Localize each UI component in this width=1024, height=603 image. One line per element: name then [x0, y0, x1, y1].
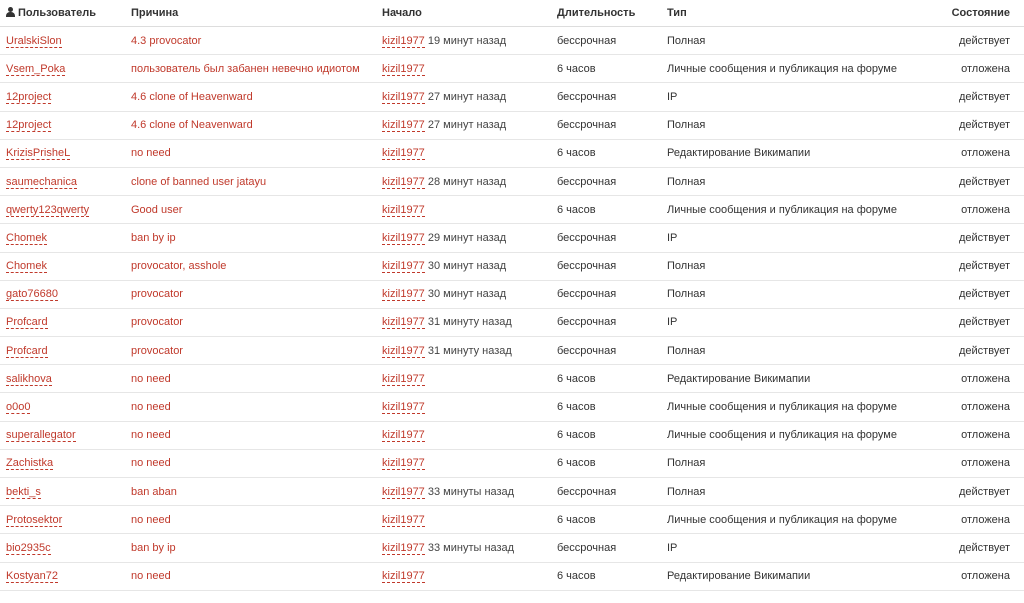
user-link[interactable]: Kostyan72 — [6, 570, 58, 583]
cell-type: Редактирование Викимапии — [661, 562, 944, 590]
cell-type: IP — [661, 308, 944, 336]
cell-duration: 6 часов — [551, 196, 661, 224]
column-header-status[interactable]: Состояние — [944, 0, 1024, 27]
cell-user — [0, 337, 125, 365]
table-row — [0, 224, 1024, 252]
user-link[interactable]: Profcard — [6, 316, 48, 329]
starter-link[interactable]: kizil1977 — [382, 457, 425, 470]
cell-status: отложена — [944, 562, 1024, 590]
cell-status: отложена — [944, 196, 1024, 224]
starter-link[interactable]: kizil1977 — [382, 316, 425, 329]
table-row — [0, 506, 1024, 534]
cell-type: IP — [661, 534, 944, 562]
column-header-type[interactable]: Тип — [661, 0, 944, 27]
start-time-ago: 27 минут назад — [427, 90, 507, 103]
start-time-ago: 19 минут назад — [427, 34, 507, 47]
table-row — [0, 365, 1024, 393]
cell-duration: бессрочная — [551, 252, 661, 280]
cell-reason: ban by ip — [125, 534, 376, 562]
cell-duration: бессрочная — [551, 167, 661, 195]
cell-start — [376, 280, 551, 308]
column-header-user-label: Пользователь — [18, 7, 97, 19]
cell-start — [376, 83, 551, 111]
cell-duration: бессрочная — [551, 534, 661, 562]
cell-duration: 6 часов — [551, 139, 661, 167]
cell-reason: Good user — [125, 196, 376, 224]
cell-start — [376, 534, 551, 562]
table-header-row — [0, 0, 1024, 27]
starter-link[interactable]: kizil1977 — [382, 90, 425, 103]
cell-user — [0, 534, 125, 562]
user-link[interactable]: 12project — [6, 119, 52, 132]
starter-link[interactable]: kizil1977 — [382, 203, 425, 216]
start-time-ago: 33 минуты назад — [427, 541, 515, 554]
starter-link[interactable]: kizil1977 — [382, 62, 425, 75]
cell-user — [0, 393, 125, 421]
cell-reason: пользователь был забанен невечно идиотом — [125, 55, 376, 83]
cell-duration: бессрочная — [551, 27, 661, 55]
cell-user — [0, 365, 125, 393]
cell-type: Личные сообщения и публикация на форуме — [661, 196, 944, 224]
cell-status: действует — [944, 280, 1024, 308]
start-time-ago: 27 минут назад — [427, 119, 507, 132]
cell-start — [376, 252, 551, 280]
start-time-ago: 31 минуту назад — [427, 316, 512, 329]
cell-reason: no need — [125, 449, 376, 477]
cell-reason: provocator — [125, 337, 376, 365]
cell-duration: 6 часов — [551, 506, 661, 534]
cell-start — [376, 393, 551, 421]
cell-status: действует — [944, 337, 1024, 365]
cell-user — [0, 449, 125, 477]
cell-status: действует — [944, 27, 1024, 55]
starter-link[interactable]: kizil1977 — [382, 485, 425, 498]
cell-reason: no need — [125, 365, 376, 393]
cell-type: Редактирование Викимапии — [661, 365, 944, 393]
starter-link[interactable]: kizil1977 — [382, 175, 425, 188]
starter-link[interactable]: kizil1977 — [382, 513, 425, 526]
cell-reason: provocator — [125, 280, 376, 308]
column-header-start[interactable]: Начало — [376, 0, 551, 27]
starter-link[interactable]: kizil1977 — [382, 288, 425, 301]
cell-reason: no need — [125, 393, 376, 421]
cell-duration: 6 часов — [551, 55, 661, 83]
cell-start — [376, 196, 551, 224]
cell-status: действует — [944, 224, 1024, 252]
cell-user — [0, 55, 125, 83]
cell-start — [376, 27, 551, 55]
cell-status: действует — [944, 308, 1024, 336]
cell-user — [0, 196, 125, 224]
cell-duration: бессрочная — [551, 111, 661, 139]
table-row — [0, 196, 1024, 224]
user-link[interactable]: bekti_s — [6, 485, 41, 498]
user-link[interactable]: o0o0 — [6, 401, 31, 414]
table-row — [0, 337, 1024, 365]
table-row — [0, 252, 1024, 280]
user-link[interactable]: Profcard — [6, 344, 48, 357]
cell-reason: ban aban — [125, 478, 376, 506]
cell-status: отложена — [944, 393, 1024, 421]
cell-start — [376, 111, 551, 139]
cell-status: отложена — [944, 55, 1024, 83]
starter-link[interactable]: kizil1977 — [382, 372, 425, 385]
start-time-ago: 30 минут назад — [427, 288, 507, 301]
cell-start — [376, 506, 551, 534]
cell-duration: бессрочная — [551, 337, 661, 365]
cell-user — [0, 478, 125, 506]
cell-reason: ban by ip — [125, 224, 376, 252]
cell-reason: no need — [125, 506, 376, 534]
cell-reason: provocator — [125, 308, 376, 336]
user-link[interactable]: gato76680 — [6, 288, 58, 301]
table-body — [0, 27, 1024, 591]
table-row — [0, 280, 1024, 308]
cell-duration: бессрочная — [551, 83, 661, 111]
starter-link[interactable]: kizil1977 — [382, 34, 425, 47]
table-row — [0, 83, 1024, 111]
starter-link[interactable]: kizil1977 — [382, 119, 425, 132]
cell-reason: 4.6 clone of Heavenward — [125, 83, 376, 111]
table-row — [0, 111, 1024, 139]
start-time-ago: 28 минут назад — [427, 175, 507, 188]
table-row — [0, 449, 1024, 477]
cell-reason: no need — [125, 139, 376, 167]
cell-status: отложена — [944, 139, 1024, 167]
user-link[interactable]: Chomek — [6, 260, 47, 273]
column-header-duration[interactable]: Длительность — [551, 0, 661, 27]
cell-status: действует — [944, 83, 1024, 111]
cell-reason: no need — [125, 421, 376, 449]
cell-user — [0, 27, 125, 55]
cell-type: IP — [661, 83, 944, 111]
table-row — [0, 393, 1024, 421]
user-link[interactable]: bio2935c — [6, 541, 51, 554]
cell-user — [0, 167, 125, 195]
cell-type: Личные сообщения и публикация на форуме — [661, 421, 944, 449]
user-link[interactable]: 12project — [6, 90, 52, 103]
user-link[interactable]: Chomek — [6, 231, 47, 244]
cell-duration: 6 часов — [551, 393, 661, 421]
starter-link[interactable]: kizil1977 — [382, 401, 425, 414]
cell-reason: 4.6 clone of Neavenward — [125, 111, 376, 139]
starter-link[interactable]: kizil1977 — [382, 570, 425, 583]
table-row — [0, 562, 1024, 590]
cell-status: действует — [944, 252, 1024, 280]
cell-type: Полная — [661, 252, 944, 280]
cell-type: Личные сообщения и публикация на форуме — [661, 55, 944, 83]
cell-reason: clone of banned user jatayu — [125, 167, 376, 195]
cell-status: отложена — [944, 449, 1024, 477]
table-row — [0, 167, 1024, 195]
cell-duration: бессрочная — [551, 308, 661, 336]
cell-user — [0, 139, 125, 167]
cell-duration: бессрочная — [551, 280, 661, 308]
cell-duration: 6 часов — [551, 421, 661, 449]
cell-status: действует — [944, 534, 1024, 562]
cell-duration: 6 часов — [551, 562, 661, 590]
starter-link[interactable]: kizil1977 — [382, 429, 425, 442]
cell-user — [0, 252, 125, 280]
cell-reason: provocator, asshole — [125, 252, 376, 280]
cell-type: Полная — [661, 478, 944, 506]
cell-user — [0, 562, 125, 590]
cell-start — [376, 55, 551, 83]
cell-type: Личные сообщения и публикация на форуме — [661, 506, 944, 534]
user-link[interactable]: KrizisPrisheL — [6, 147, 71, 160]
user-icon — [6, 7, 15, 17]
cell-reason: no need — [125, 562, 376, 590]
user-link[interactable]: qwerty123qwerty — [6, 203, 90, 216]
starter-link[interactable]: kizil1977 — [382, 541, 425, 554]
column-header-user[interactable] — [0, 0, 125, 27]
table-row — [0, 27, 1024, 55]
cell-type: Полная — [661, 337, 944, 365]
cell-start — [376, 562, 551, 590]
starter-link[interactable]: kizil1977 — [382, 147, 425, 160]
cell-start — [376, 308, 551, 336]
cell-status: отложена — [944, 421, 1024, 449]
cell-type: Редактирование Викимапии — [661, 139, 944, 167]
cell-start — [376, 365, 551, 393]
cell-type: Полная — [661, 449, 944, 477]
cell-start — [376, 167, 551, 195]
cell-type: Личные сообщения и публикация на форуме — [661, 393, 944, 421]
user-link[interactable]: Protosektor — [6, 513, 63, 526]
cell-type: Полная — [661, 167, 944, 195]
cell-start — [376, 139, 551, 167]
cell-reason: 4.3 provocator — [125, 27, 376, 55]
cell-type: IP — [661, 224, 944, 252]
cell-start — [376, 421, 551, 449]
cell-status: отложена — [944, 365, 1024, 393]
cell-duration: бессрочная — [551, 478, 661, 506]
cell-type: Полная — [661, 111, 944, 139]
cell-status: действует — [944, 478, 1024, 506]
cell-duration: 6 часов — [551, 365, 661, 393]
start-time-ago: 33 минуты назад — [427, 485, 515, 498]
table-row — [0, 308, 1024, 336]
column-header-reason[interactable]: Причина — [125, 0, 376, 27]
user-link[interactable]: saumechanica — [6, 175, 77, 188]
cell-user — [0, 111, 125, 139]
starter-link[interactable]: kizil1977 — [382, 231, 425, 244]
cell-status: действует — [944, 111, 1024, 139]
cell-type: Полная — [661, 280, 944, 308]
starter-link[interactable]: kizil1977 — [382, 344, 425, 357]
cell-user — [0, 421, 125, 449]
start-time-ago: 29 минут назад — [427, 231, 507, 244]
user-link[interactable]: UralskiSlon — [6, 34, 62, 47]
table-row — [0, 478, 1024, 506]
table-row — [0, 55, 1024, 83]
cell-start — [376, 478, 551, 506]
cell-user — [0, 83, 125, 111]
user-link[interactable]: superallegator — [6, 429, 76, 442]
cell-status: действует — [944, 167, 1024, 195]
table-row — [0, 534, 1024, 562]
cell-user — [0, 308, 125, 336]
start-time-ago: 30 минут назад — [427, 260, 507, 273]
cell-user — [0, 280, 125, 308]
table-row — [0, 139, 1024, 167]
cell-status: отложена — [944, 506, 1024, 534]
start-time-ago: 31 минуту назад — [427, 344, 512, 357]
cell-start — [376, 224, 551, 252]
starter-link[interactable]: kizil1977 — [382, 260, 425, 273]
cell-user — [0, 224, 125, 252]
user-link[interactable]: salikhova — [6, 372, 52, 385]
cell-duration: 6 часов — [551, 449, 661, 477]
cell-user — [0, 506, 125, 534]
user-link[interactable]: Vsem_Poka — [6, 62, 66, 75]
user-link[interactable]: Zachistka — [6, 457, 54, 470]
cell-duration: бессрочная — [551, 224, 661, 252]
cell-start — [376, 337, 551, 365]
cell-type: Полная — [661, 27, 944, 55]
table-row — [0, 421, 1024, 449]
cell-start — [376, 449, 551, 477]
